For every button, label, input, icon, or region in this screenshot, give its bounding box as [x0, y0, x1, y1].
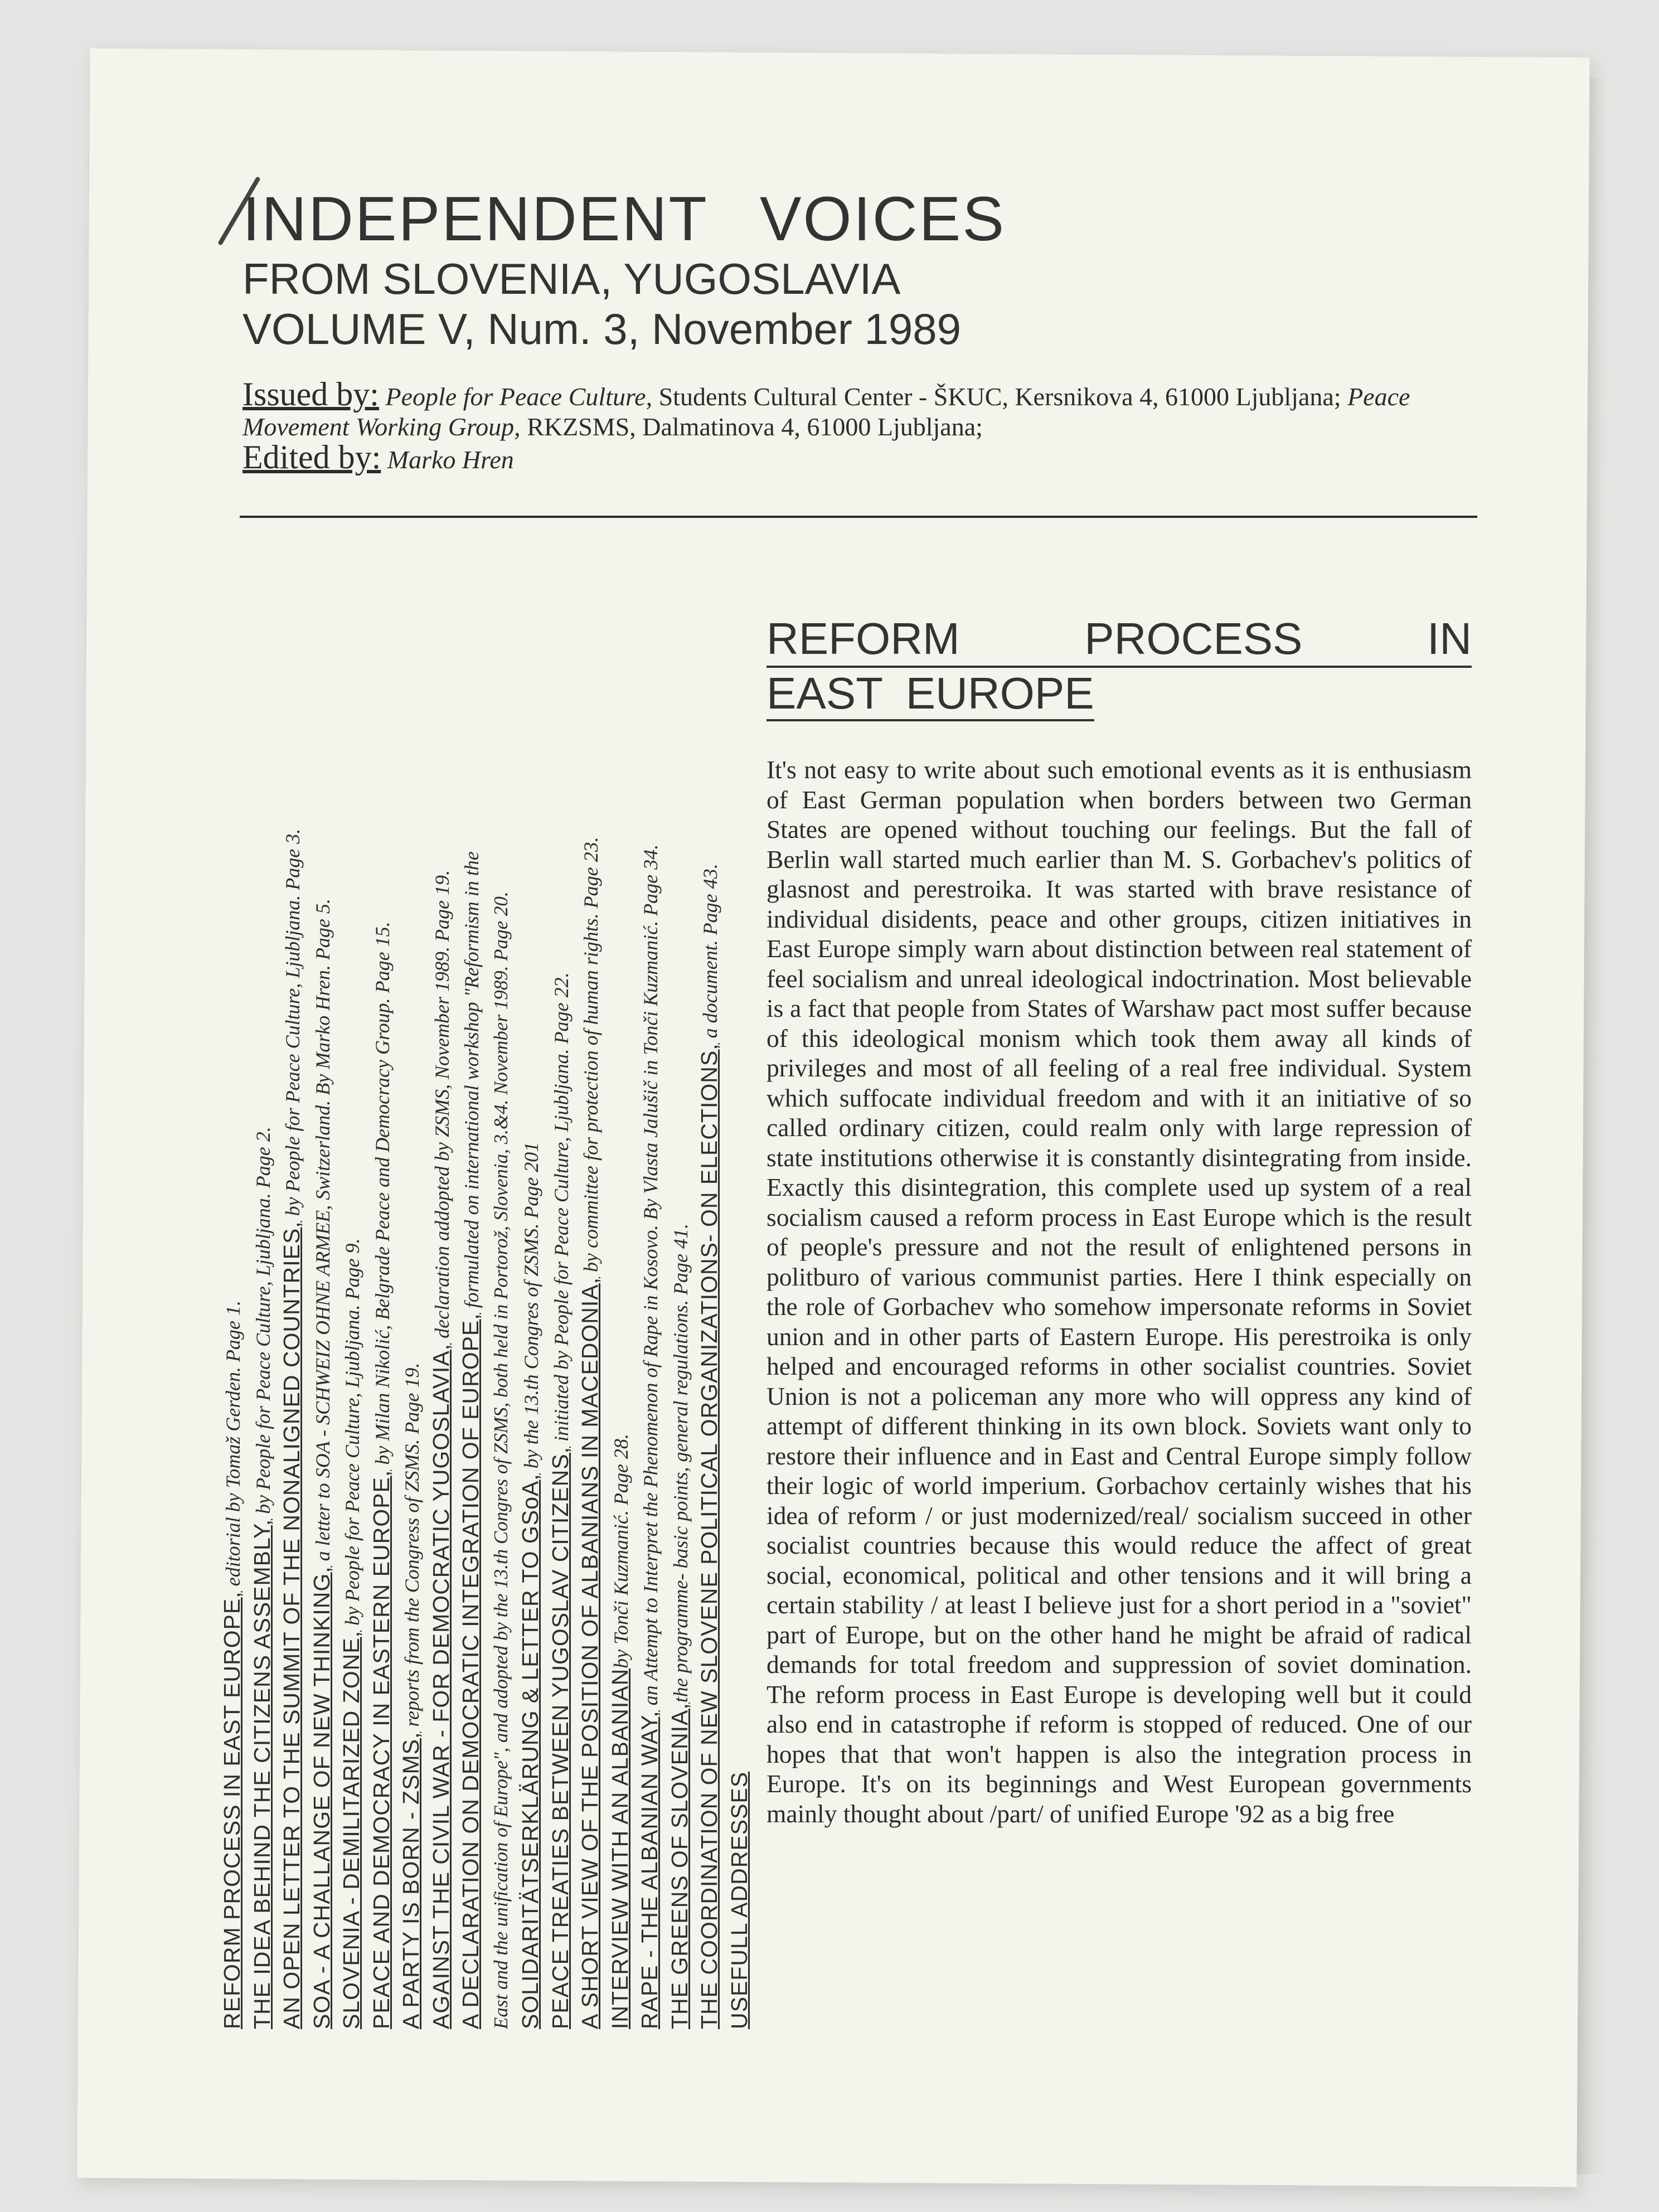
toc-item-title: THE COORDINATION OF NEW SLOVENE POLITICAL ORGANIZATIONS- ON ELECTIONS,	[696, 1043, 722, 2029]
issued-by-block	[242, 376, 1469, 476]
issuer-1-name: People for Peace Culture,	[385, 382, 653, 411]
article	[767, 613, 1472, 1828]
newsletter-subtitle: FROM SLOVENIA, YUGOSLAVIA	[242, 254, 901, 303]
toc-item-description: editorial by Tomaž Gerden. Page 1.	[222, 1301, 244, 1592]
toc-item-title: RAPE - THE ALBANIAN WAY,	[637, 1710, 662, 2029]
toc-item-title: PEACE AND DEMOCRACY IN EASTERN EUROPE,	[368, 1469, 394, 2029]
toc-item	[426, 552, 457, 2029]
article-title-word: PROCESS	[1084, 614, 1303, 663]
article-title-line-1	[767, 613, 1472, 668]
toc-item-title: AN OPEN LETTER TO THE SUMMIT OF THE NONALIGNED COUNTRIES,	[279, 1221, 304, 2029]
toc-item-description: formulated on international workshop "Reformism in the	[460, 851, 483, 1313]
issuer-1-address: Students Cultural Center - ŠKUC, Kersnikova 4, 61000 Ljubljana;	[652, 382, 1348, 411]
toc-item	[695, 552, 725, 2029]
toc-item-description: by People for Peace Culture, Ljubljana. Page 2.	[251, 1127, 274, 1519]
toc-item-description: by Tonči Kuzmanić. Page 28.	[609, 1434, 632, 1668]
toc-item-title: AGAINST THE CIVIL WAR - FOR DEMOCRATIC YUGOSLAVIA,	[428, 1343, 454, 2029]
article-title-word: REFORM	[767, 614, 960, 663]
toc-item	[575, 552, 605, 2029]
toc-item	[396, 552, 426, 2029]
article-title-word: IN	[1427, 614, 1472, 663]
article-title-line-2: EAST EUROPE	[767, 668, 1094, 721]
toc-item-title: USEFULL ADDRESSES	[726, 1771, 752, 2029]
edited-by-label: Edited by:	[242, 439, 381, 476]
toc-item-description: initiated by People for Peace Culture, Ljubljana. Page 22.	[550, 972, 573, 1447]
toc-item	[248, 552, 278, 2029]
issuer-2-name: Peace Movement Working Group,	[242, 382, 1410, 441]
toc-item-description: reports from the Congress of ZSMS. Page 19.	[401, 1362, 423, 1732]
toc-item-title: THE GREENS OF SLOVENIA,	[666, 1702, 692, 2029]
toc-item-description: East and the unification of Europe", and adopted by the 13.th Congres of ZSMS, both held in Portorož, Slovenia, 3.&4. November 1989. Page 20.	[489, 891, 512, 2029]
toc-item-description: by committee for protection of human rights. Page 23.	[580, 837, 602, 1277]
toc-item-description: a letter to SOA - SCHWEIZ OHNE ARMEE, Switzerland. By Marko Hren. Page 5.	[311, 899, 334, 1566]
toc-item-title: THE IDEA BEHIND THE CITIZENS ASSEMBLY,	[249, 1519, 275, 2029]
toc-item	[516, 552, 546, 2029]
toc-item	[337, 552, 367, 2029]
toc-item-description: a document. Page 43.	[699, 864, 721, 1044]
toc-item	[367, 552, 397, 2029]
toc-item-title: REFORM PROCESS IN EAST EUROPE,	[219, 1591, 245, 2029]
toc-item	[277, 552, 307, 2029]
masthead	[242, 184, 1525, 354]
toc-item	[725, 552, 755, 2029]
toc-item	[605, 552, 636, 2029]
toc-item-title: PEACE TREATIES BETWEEN YUGOSLAV CITIZENS,	[547, 1447, 573, 2029]
header-rule	[240, 516, 1477, 518]
issued-by-label: Issued by:	[242, 376, 379, 413]
toc-item	[217, 552, 248, 2029]
toc-item-description: by the 13.th Congres of ZSMS. Page 201	[520, 1142, 542, 1474]
edited-by-line	[242, 439, 1469, 476]
article-title	[767, 613, 1472, 721]
toc-item-description: by People for Peace Culture, Ljubljana. Page 9.	[341, 1238, 363, 1631]
toc-item-title: A PARTY IS BORN - ZSMS,	[398, 1731, 424, 2029]
toc-item-description: the programme- basic points, general regulations. Page 41.	[669, 1224, 692, 1703]
table-of-contents	[217, 552, 752, 2029]
toc-item	[307, 552, 337, 2029]
toc-item	[546, 552, 576, 2029]
issued-by-line	[242, 376, 1469, 442]
toc-item	[456, 552, 486, 2029]
toc-item-description: by People for Peace Culture, Ljubljana. Page 3.	[282, 828, 304, 1221]
toc-item-title: SLOVENIA - DEMILITARIZED ZONE,	[338, 1631, 364, 2029]
toc-item-description: an Attempt to Interpret the Phenomenon of Rape in Kosovo. By Vlasta Jalušič in Tonči Kuzmanić. Page 34.	[639, 844, 662, 1711]
toc-item	[486, 552, 516, 2029]
toc-item-title: A DECLARATION ON DEMOCRATIC INTEGRATION OF EUROPE,	[458, 1313, 483, 2029]
toc-item-title: INTERVIEW WITH AN ALBANIAN	[607, 1668, 633, 2029]
issuer-2-address: RKZSMS, Dalmatinova 4, 61000 Ljubljana;	[520, 413, 983, 441]
volume-line: VOLUME V, Num. 3, November 1989	[242, 304, 962, 353]
toc-item	[665, 552, 695, 2029]
toc-item-description: by Milan Nikolić, Belgrade Peace and Democracy Group. Page 15.	[371, 921, 394, 1470]
toc-item-title: SOLIDARITÄTSERKLÄRUNG & LETTER TO GSoA,	[517, 1473, 543, 2029]
toc-item	[635, 552, 665, 2029]
newsletter-title: INDEPENDENT VOICES	[242, 184, 1006, 254]
toc-item-description: declaration addopted by ZSMS, November 1989. Page 19.	[430, 870, 453, 1343]
toc-item-title: A SHORT VIEW OF THE POSITION OF ALBANIANS IN MACEDONIA,	[577, 1277, 603, 2029]
article-body: It's not easy to write about such emotional events as it is enthusiasm of East German population when borders between two German States are opened without touching our feelings. But the fall of Berlin wall started much earlier than M. S. Gorbachev's politics of glasnost and perestroika. It was started with brave resistance of individual disidents, peace and other groups, citizen initiatives in East Europe simply warn about distinction between real statement of feel socialism and unreal ideological indoctrination. Most believable is a fact that people from States of Warshaw pact most suffer because of this ideological monism which took them away all kinds of privileges and most of all feeling of a real free individual. System which suffocate individual freedom and with it an initiative of so called ordinary citizen, could realm only with large repression of state institutions otherwise it is constantly disintegrating from inside. Exactly this disintegration, this complete used up system of a real socialism caused a reform process in East Europe which is the result of people's pressure and not the result of enlightened persons in politburo of various communist parties. Here I think especially on the role of Gorbachev who somehow impersonate reforms in Soviet union and in other parts of Eastern Europe. His perestroika is only helped and encouraged reforms in other socialist countries. Soviet Union is not a policeman any more who will oppress any kind of attempt of different thinking in its own block. Soviets want only to restore their influence and in East and Central Europe simply follow their logic of world imperium. Gorbachov certainly wishes that his idea of reform / or just modernized/real/ socialism succeed in other socialist countries because this would reduce the affect of great social, economical, political and other tensions and it will bring a certain stability / at least I believe just for a short period in a "soviet" part of Europe, but on the other hand he might be afraid of radical demands for total freedom and suppression of soviet domination. The reform process in East Europe is developing well but it could also end in catastrophe if reform is stopped of reduced. One of our hopes that that won't happen is also the integration process in Europe. It's on its beginnings and West European governments mainly thought about /part/ of unified Europe '92 as a big free	[767, 755, 1472, 1828]
toc-item-title: SOA - A CHALLANGE OF NEW THINKING,	[308, 1566, 334, 2029]
editor-name: Marko Hren	[387, 445, 514, 474]
